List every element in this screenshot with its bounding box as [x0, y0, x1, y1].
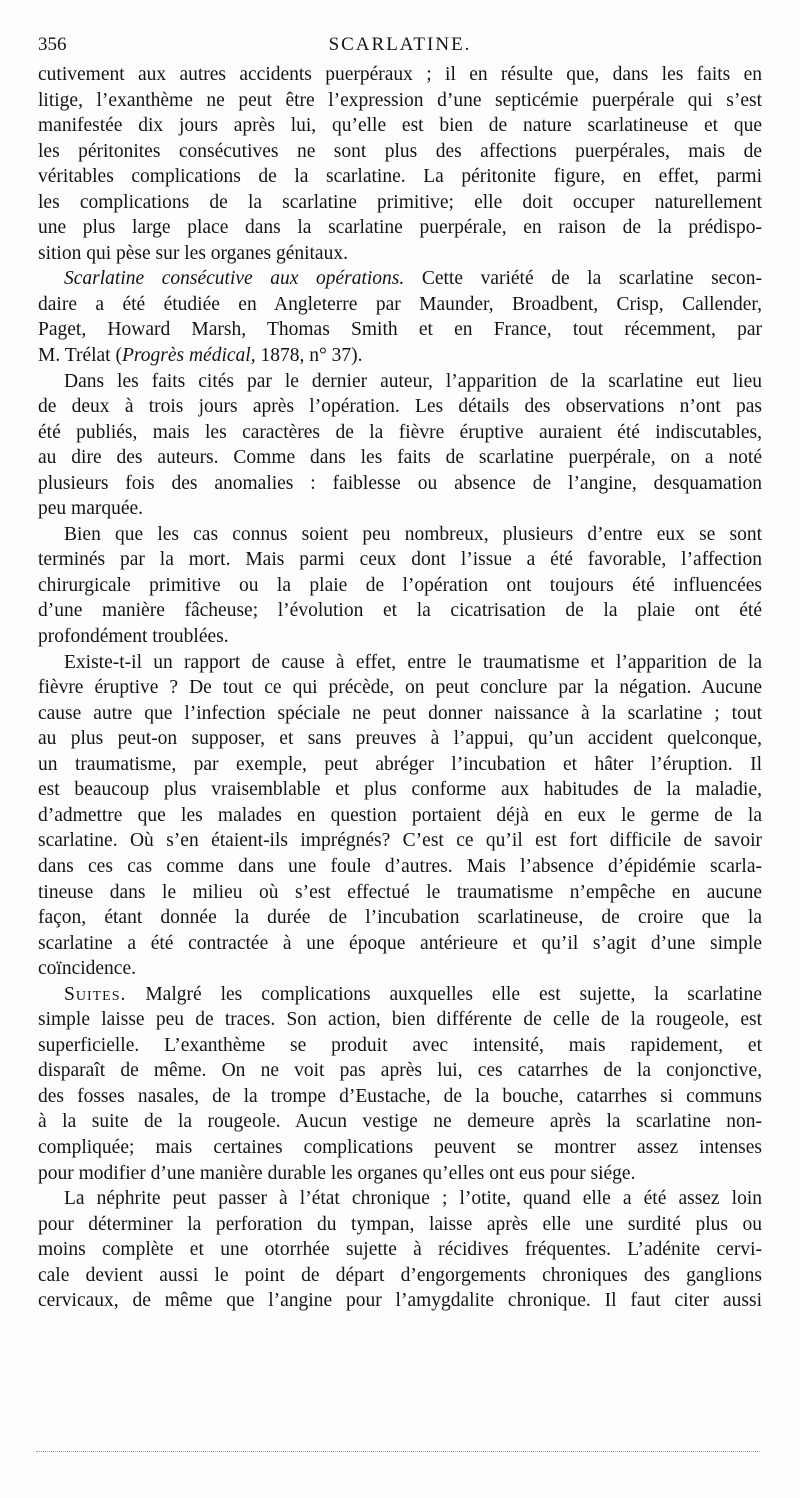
section-heading-line: Scarlatine consécutive aux opérations. Cette variété de la scarlatine secon- — [64, 268, 762, 290]
text-line: coïncidence. — [38, 958, 136, 980]
body-text — [38, 62, 762, 1314]
text-line: Existe-t-il un rapport de cause à effet, entre le traumatisme et l’apparition de la — [64, 651, 762, 673]
text-line: Paget, Howard Marsh, Thomas Smith et en France, tout récemment, par — [38, 319, 762, 341]
text-line: peu marquée. — [38, 498, 144, 520]
bottom-dotted-rule — [36, 1451, 760, 1452]
text-line: à la suite de la rougeole. Aucun vestige ne demeure après la scarlatine non- — [38, 1111, 762, 1133]
journal-reference: Progrès médical, — [121, 345, 256, 367]
text-line: cale devient aussi le point de départ d’engorgements chroniques des ganglions — [38, 1264, 762, 1286]
text-line: compliquée; mais certaines complications peuvent se montrer assez intenses — [38, 1136, 762, 1158]
text-line: un traumatisme, par exemple, peut abréger l’incubation et hâter l’éruption. Il — [38, 753, 762, 775]
text-line: M. Trélat (Progrès médical, 1878, n° 37). — [38, 345, 363, 367]
text-line: dans ces cas comme dans une foule d’autres. Mais l’absence d’épidémie scarla- — [38, 855, 762, 877]
section-heading: Scarlatine consécutive aux opérations. — [64, 268, 405, 290]
text-line: cutivement aux autres accidents puerpéraux ; il en résulte que, dans les faits en — [38, 64, 762, 85]
text-line: Dans les faits cités par le dernier auteur, l’apparition de la scarlatine eut lieu — [64, 370, 762, 392]
text-line: une plus large place dans la scarlatine puerpérale, en raison de la prédispo- — [38, 217, 762, 239]
text-line: des fosses nasales, de la trompe d’Eustache, de la bouche, catarrhes si communs — [38, 1085, 762, 1107]
text-line: La néphrite peut passer à l’état chronique ; l’otite, quand elle a été assez loin — [64, 1188, 762, 1210]
text-line: tineuse dans le milieu où s’est effectué le traumatisme n’empêche en aucune — [38, 881, 762, 903]
text-line: plusieurs fois des anomalies : faiblesse ou absence de l’angine, desquamation — [38, 472, 762, 494]
section-heading-line: Suites. Malgré les complications auxquelles elle est sujette, la scarlatine — [64, 983, 762, 1005]
text-line: d’une manière fâcheuse; l’évolution et la cicatrisation de la plaie ont été — [38, 600, 762, 622]
text-line: les complications de la scarlatine primitive; elle doit occuper naturellement — [38, 191, 762, 213]
text-line: litige, l’exanthème ne peut être l’expression d’une septicémie puerpérale qui s’est — [38, 89, 762, 111]
text-line: est beaucoup plus vraisemblable et plus conforme aux habitudes de la maladie, — [38, 779, 762, 801]
text-line: véritables complications de la scarlatine. La péritonite figure, en effet, parmi — [38, 166, 762, 188]
page-number: 356 — [38, 34, 67, 55]
text-line: pour modifier d’une manière durable les organes qu’elles ont eus pour siége. — [38, 1162, 636, 1184]
running-header — [38, 32, 762, 58]
running-title: SCARLATINE. — [328, 34, 472, 55]
text-line: manifestée dix jours après lui, qu’elle est bien de nature scarlatineuse et que — [38, 115, 762, 137]
text-line: pour déterminer la perforation du tympan, laisse après elle une surdité plus ou — [38, 1213, 762, 1235]
text-line: terminés par la mort. Mais parmi ceux dont l’issue a été favorable, l’affection — [38, 549, 762, 571]
text-line: au plus peut-on supposer, et sans preuves à l’appui, qu’un accident quelconque, — [38, 728, 762, 750]
text-line: au dire des auteurs. Comme dans les faits de scarlatine puerpérale, on a noté — [38, 447, 762, 469]
text-line: sition qui pèse sur les organes génitaux. — [38, 242, 348, 264]
text-line: d’admettre que les malades en question portaient déjà en eux le germe de la — [38, 804, 762, 826]
text-line: superficielle. L’exanthème se produit avec intensité, mais rapidement, et — [38, 1034, 762, 1056]
text-line: scarlatine a été contractée à une époque antérieure et qu’il s’agit d’une simple — [38, 932, 762, 954]
text-line: daire a été étudiée en Angleterre par Maunder, Broadbent, Crisp, Callender, — [38, 293, 762, 315]
text-line: chirurgicale primitive ou la plaie de l’opération ont toujours été influencées — [38, 574, 762, 596]
text-line: façon, étant donnée la durée de l’incubation scarlatineuse, de croire que la — [38, 907, 762, 929]
section-heading: Suites. — [64, 983, 127, 1005]
text-line: les péritonites consécutives ne sont plus des affections puerpérales, mais de — [38, 140, 762, 162]
text-line: de deux à trois jours après l’opération. Les détails des observations n’ont pas — [38, 396, 762, 418]
text-line: disparaît de même. On ne voit pas après lui, ces catarrhes de la conjonctive, — [38, 1060, 762, 1082]
text-line: cervicaux, de même que l’angine pour l’amygdalite chronique. Il faut citer aussi — [38, 1290, 762, 1312]
text-line: cause autre que l’infection spéciale ne peut donner naissance à la scarlatine ; tout — [38, 702, 762, 724]
text-line: été publiés, mais les caractères de la fièvre éruptive auraient été indiscutables, — [38, 421, 762, 443]
text-line: moins complète et une otorrhée sujette à récidives fréquentes. L’adénite cervi- — [38, 1239, 762, 1261]
text-line: profondément troublées. — [38, 626, 229, 648]
text-line: Bien que les cas connus soient peu nombreux, plusieurs d’entre eux se sont — [64, 523, 762, 545]
text-line: scarlatine. Où s’en étaient-ils imprégnés? C’est ce qu’il est fort difficile de savoir — [38, 830, 762, 852]
text-line: simple laisse peu de traces. Son action, bien différente de celle de la rougeole, est — [38, 1009, 762, 1031]
text-line: fièvre éruptive ? De tout ce qui précède, on peut conclure par la négation. Aucune — [38, 677, 762, 699]
